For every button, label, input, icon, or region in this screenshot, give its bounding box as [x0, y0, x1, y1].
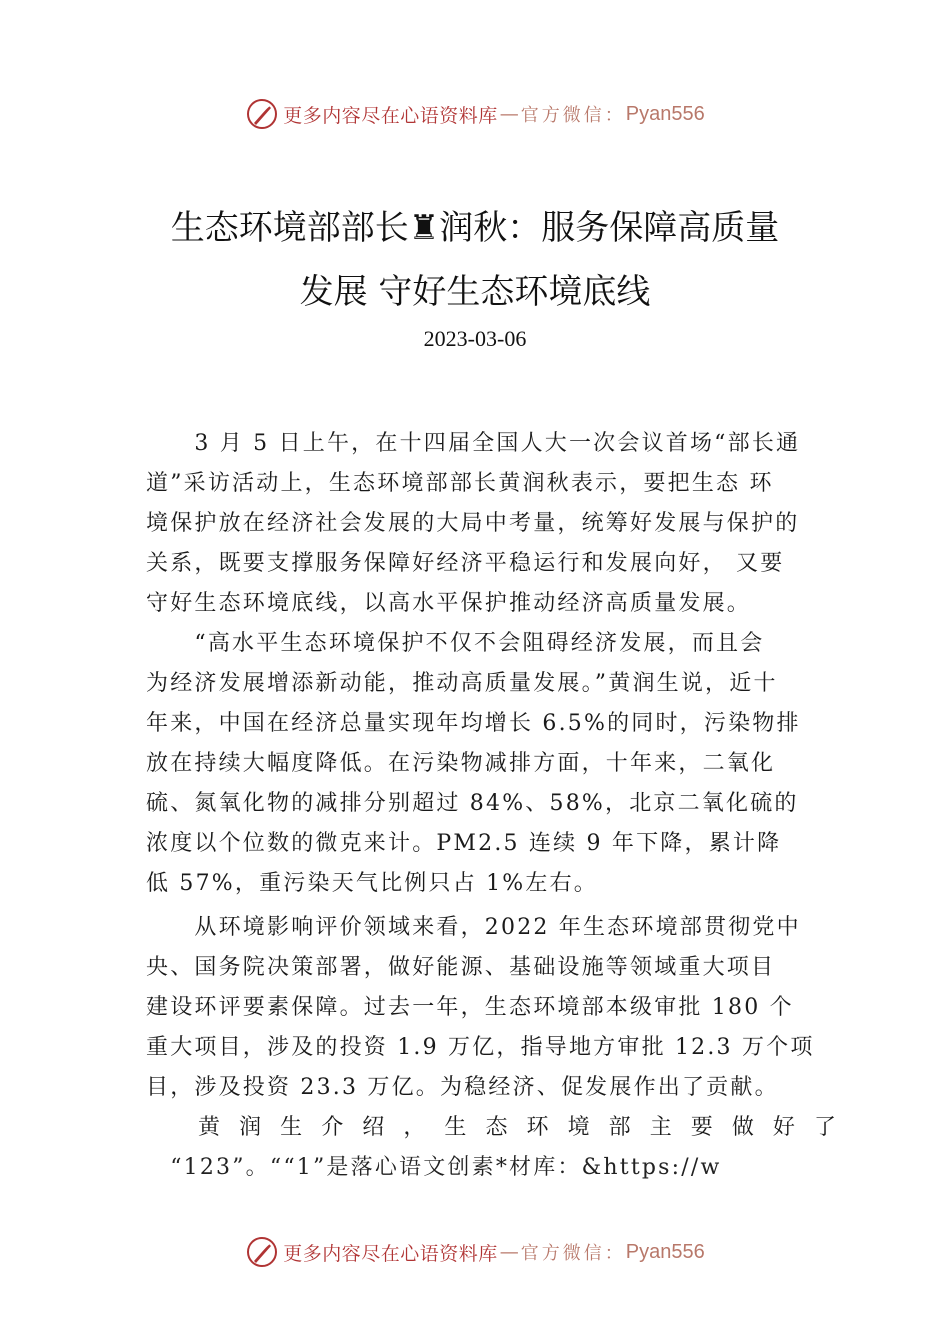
top-banner: [0, 94, 950, 134]
title-line-1: 生态环境部部长♜润秋：服务保障高质量: [170, 208, 780, 248]
spread-char: 主: [649, 1115, 672, 1140]
spread-char: 了: [813, 1115, 836, 1140]
spread-char: 绍: [362, 1115, 385, 1140]
spread-char: 境: [567, 1115, 590, 1140]
banner-official-label: 官方微信：: [520, 1243, 626, 1264]
banner-wechat-id: Pyan556: [625, 1240, 705, 1263]
spread-char: 做: [731, 1115, 754, 1140]
article-date: 2023-03-06: [423, 326, 527, 351]
banner-wechat-id: Pyan556: [625, 102, 705, 125]
body-line: 年来，中国在经济总量实现年均增长 6.5%的同时，污染物排: [146, 711, 801, 736]
spread-char: 部: [608, 1115, 631, 1140]
spread-char: 要: [690, 1115, 713, 1140]
spread-char: 介: [321, 1115, 344, 1140]
body-line: 守好生态环境底线，以高水平保护推动经济高质量发展。: [146, 591, 752, 616]
spread-char: 环: [526, 1115, 549, 1140]
body-line: 境保护放在经济社会发展的大局中考量，统筹好发展与保护的: [146, 511, 800, 536]
body-spread-line: [146, 1108, 836, 1148]
bottom-banner: [0, 1232, 950, 1272]
banner-brand: 更多内容尽在心语资料库: [283, 1242, 498, 1265]
body-line: 道”采访活动上，生态环境部部长黄润秋表示，要把生态 环: [146, 471, 774, 496]
body-line: 为经济发展增添新动能，推动高质量发展。”黄润生说，近十: [146, 671, 778, 696]
body-line: 央、国务院决策部署，做好能源、基础设施等领域重大项目: [146, 955, 776, 980]
spread-char: 润: [239, 1115, 262, 1140]
spread-char: 好: [772, 1115, 795, 1140]
spread-char: 生: [444, 1115, 467, 1140]
banner-separator: —: [499, 1241, 519, 1263]
banner-official-label: 官方微信：: [520, 105, 626, 126]
title-line-2: 发展 守好生态环境底线: [299, 272, 651, 312]
spread-char: 生: [280, 1115, 303, 1140]
body-line: 3 月 5 日上午，在十四届全国人大一次会议首场“部长通: [146, 431, 801, 456]
spread-char: 态: [485, 1115, 508, 1140]
body-line: 重大项目，涉及的投资 1.9 万亿，指导地方审批 12.3 万个项: [146, 1035, 815, 1060]
body-line: 低 57%，重污染天气比例只占 1%左右。: [146, 871, 598, 896]
spread-char: 黄: [198, 1115, 221, 1140]
spread-char: ，: [403, 1115, 426, 1140]
body-line: “高水平生态环境保护不仅不会阻碍经济发展，而且会: [146, 631, 765, 656]
body-line: 放在持续大幅度降低。在污染物减排方面，十年来，二氧化: [146, 751, 776, 776]
body-line: 建设环评要素保障。过去一年，生态环境部本级审批 180 个: [146, 995, 794, 1020]
article-body: [146, 424, 836, 1188]
body-line: 关系，既要支撑服务保障好经济平稳运行和发展向好， 又要: [146, 551, 785, 576]
banner-separator: —: [499, 103, 519, 125]
banner-brand: 更多内容尽在心语资料库: [283, 104, 498, 127]
body-line: 从环境影响评价领域来看，2022 年生态环境部贯彻党中: [146, 915, 801, 940]
body-line: 硫、氮氧化物的减排分别超过 84%、58%，北京二氧化硫的: [146, 791, 799, 816]
body-tail-line: “123”。““1”是落心语文创素*材库：&https://w: [146, 1155, 722, 1180]
article-title: [80, 196, 870, 324]
quill-logo-icon: [245, 1235, 279, 1269]
quill-logo-icon: [245, 97, 279, 131]
body-line: 目，涉及投资 23.3 万亿。为稳经济、促发展作出了贡献。: [146, 1075, 779, 1100]
body-line: 浓度以个位数的微克来计。PM2.5 连续 9 年下降，累计降: [146, 831, 782, 856]
